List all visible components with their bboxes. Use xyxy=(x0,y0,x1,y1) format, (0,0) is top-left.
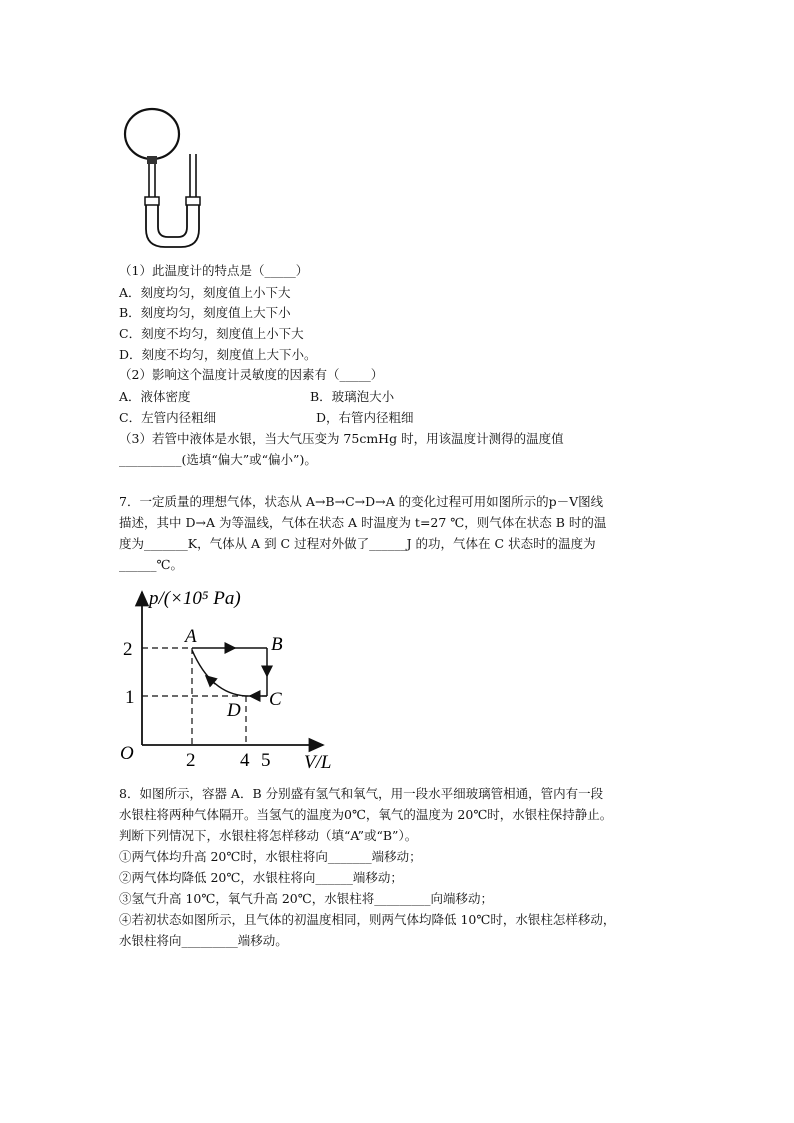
q6-sub1-option-b: B．刻度均匀，刻度值上大下小 xyxy=(119,305,291,320)
q7-line-4: ______℃。 xyxy=(119,557,183,572)
pv-graph xyxy=(115,584,335,774)
q8-line-1: 8．如图所示，容器 A．B 分别盛有氢气和氧气，用一段水平细玻璃管相通，管内有一段 xyxy=(119,786,604,801)
u-tube-thermometer-figure xyxy=(118,104,218,254)
point-label-d: D xyxy=(227,700,241,721)
x-tick-2: 2 xyxy=(186,750,196,771)
point-label-c: C xyxy=(269,689,282,710)
q8-line-3: 判断下列情况下，水银柱将怎样移动（填“A”或“B”）。 xyxy=(119,828,418,843)
q6-sub2-option-a: A．液体密度 xyxy=(119,389,191,404)
q6-sub2-option-d: D，右管内径粗细 xyxy=(316,410,414,425)
q6-sub2-option-b: B．玻璃泡大小 xyxy=(310,389,395,404)
y-tick-1: 1 xyxy=(125,687,135,708)
q6-sub1-option-a: A．刻度均匀，刻度值上小下大 xyxy=(119,285,291,300)
q6-sub1-prompt: （1）此温度计的特点是（_____） xyxy=(119,263,309,278)
q8-item-4: ④若初状态如图所示，且气体的初温度相同，则两气体均降低 10℃时，水银柱怎样移动， xyxy=(119,912,616,927)
y-axis-label: p/(×10⁵ Pa) xyxy=(149,588,241,609)
q7-line-3: 度为_______K，气体从 A 到 C 过程对外做了______J 的功，气体在 C 状态时的温度为 xyxy=(119,536,596,551)
x-tick-4: 4 xyxy=(240,750,250,771)
q8-item-2: ②两气体均降低 20℃，水银柱将向______端移动； xyxy=(119,870,403,885)
q6-sub2-prompt: （2）影响这个温度计灵敏度的因素有（_____） xyxy=(119,367,384,382)
x-tick-5: 5 xyxy=(261,750,271,771)
q7-line-2: 描述，其中 D→A 为等温线，气体在状态 A 时温度为 t=27 ℃，则气体在状态 B 时的温 xyxy=(119,515,607,530)
point-label-a: A xyxy=(185,626,197,647)
origin-label: O xyxy=(120,743,134,764)
q8-item-1: ①两气体均升高 20℃时，水银柱将向_______端移动； xyxy=(119,849,422,864)
y-tick-2: 2 xyxy=(123,639,133,660)
point-label-b: B xyxy=(271,634,283,655)
q8-item-3: ③氢气升高 10℃，氧气升高 20℃，水银柱将_________向端移动； xyxy=(119,891,493,906)
x-axis-label: V/L xyxy=(304,752,332,773)
process-d-to-a-isotherm xyxy=(192,650,246,696)
q6-sub3-line1: （3）若管中液体是水银，当大气压变为 75cmHg 时，用该温度计测得的温度值 xyxy=(119,431,564,446)
q8-line-2: 水银柱将两种气体隔开。当氢气的温度为0℃，氧气的温度为 20℃时，水银柱保持静止。 xyxy=(119,807,613,822)
q6-sub1-option-d: D．刻度不均匀，刻度值上大下小。 xyxy=(119,347,317,362)
q6-sub3-line2: __________(选填“偏大”或“偏小”)。 xyxy=(119,452,317,467)
q7-line-1: 7．一定质量的理想气体，状态从 A→B→C→D→A 的变化过程可用如图所示的p－V图线 xyxy=(119,494,604,509)
q8-item-4-cont: 水银柱将向_________端移动。 xyxy=(119,933,288,948)
q6-sub1-option-c: C．刻度不均匀，刻度值上小下大 xyxy=(119,326,304,341)
q6-sub2-option-c: C．左管内径粗细 xyxy=(119,410,217,425)
